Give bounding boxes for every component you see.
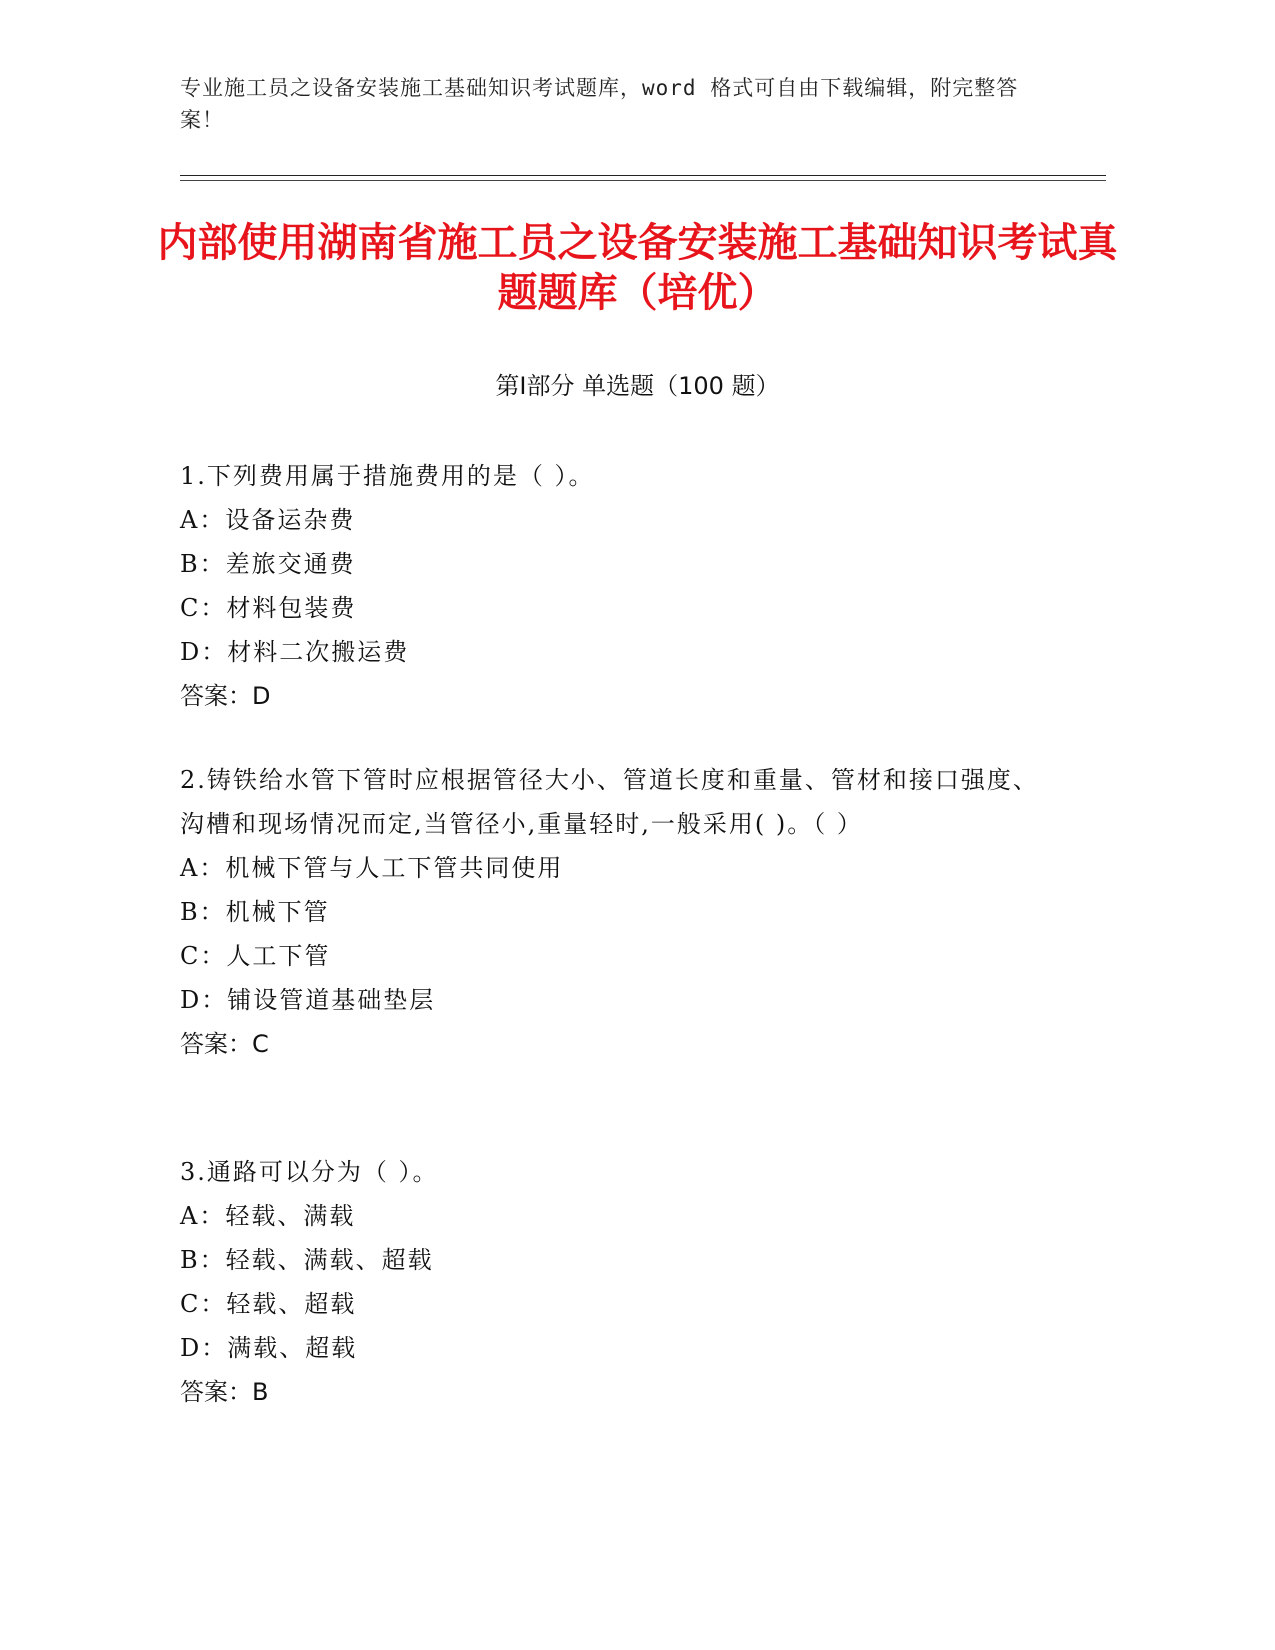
option-b: B：轻载、满载、超载 [180,1246,434,1274]
part-heading: 第Ⅰ部分 单选题（100 题） [495,372,780,400]
option-d: D：满载、超载 [180,1334,358,1362]
question-3 [180,1150,1040,1414]
header-divider-secondary [180,180,1106,181]
header-divider [180,175,1106,176]
option-c: C：人工下管 [180,942,331,970]
option-b: B：差旅交通费 [180,550,356,578]
header-note: 专业施工员之设备安装施工基础知识考试题库，word 格式可自由下载编辑，附完整答案！ [180,76,1019,132]
option-d: D：材料二次搬运费 [180,638,410,666]
question-stem: 1.下列费用属于措施费用的是（ ）。 [180,462,595,490]
question-stem: 3.通路可以分为（ ）。 [180,1158,439,1186]
option-b: B：机械下管 [180,898,330,926]
question-1 [180,454,1040,718]
answer: 答案：B [180,1378,269,1406]
option-a: A：机械下管与人工下管共同使用 [180,854,564,882]
option-d: D：铺设管道基础垫层 [180,986,436,1014]
option-a: A：轻载、满载 [180,1202,356,1230]
document-title: 内部使用湖南省施工员之设备安装施工基础知识考试真题题库（培优） [157,220,1118,316]
answer: 答案：C [180,1030,269,1058]
question-2 [180,758,1040,1066]
answer: 答案：D [180,682,271,710]
option-c: C：轻载、超载 [180,1290,357,1318]
option-a: A：设备运杂费 [180,506,356,534]
question-stem: 2.铸铁给水管下管时应根据管径大小、管道长度和重量、管材和接口强度、沟槽和现场情况而定,当管径小,重量轻时,一般采用( )。（ ） [180,766,1039,838]
option-c: C：材料包装费 [180,594,357,622]
